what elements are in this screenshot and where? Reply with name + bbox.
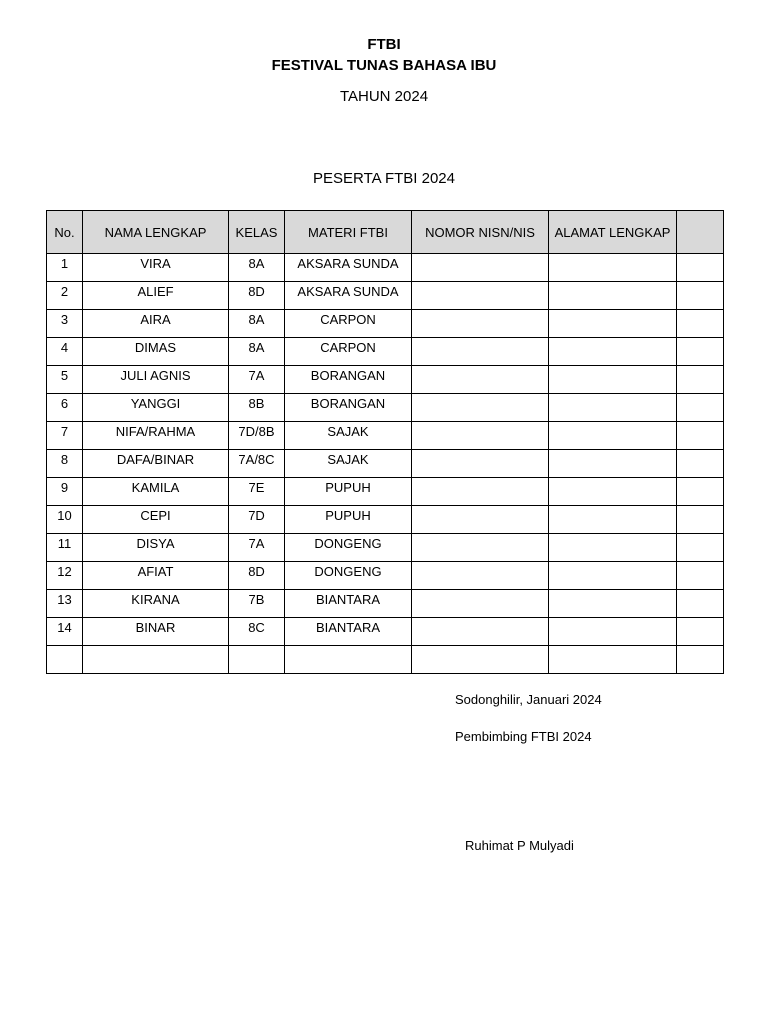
column-header-no: No. [47,211,83,254]
cell-no: 10 [47,506,83,534]
cell-no: 12 [47,562,83,590]
table-row [47,366,724,394]
cell-alamat [549,366,677,394]
cell-extra [677,282,724,310]
table-row [47,562,724,590]
cell-alamat [549,310,677,338]
table-row [47,422,724,450]
cell-nama: KAMILA [83,478,229,506]
cell-no: 9 [47,478,83,506]
table-row [47,506,724,534]
cell-kelas: 7D/8B [229,422,285,450]
cell-materi: CARPON [285,310,412,338]
table-title: PESERTA FTBI 2024 [312,170,455,187]
cell-nama: AIRA [83,310,229,338]
cell-alamat [549,562,677,590]
cell-nama: ALIEF [83,282,229,310]
cell-nama: JULI AGNIS [83,366,229,394]
cell-materi: SAJAK [285,450,412,478]
cell-alamat [549,282,677,310]
cell-kelas: 7D [229,506,285,534]
cell-materi: BORANGAN [285,394,412,422]
cell-kelas: 7A/8C [229,450,285,478]
cell-alamat [549,646,677,674]
column-header-materi: MATERI FTBI [285,211,412,254]
cell-materi [285,646,412,674]
cell-nama: DISYA [83,534,229,562]
cell-materi: PUPUH [285,478,412,506]
cell-kelas: 8A [229,254,285,282]
cell-no: 4 [47,338,83,366]
cell-kelas: 7B [229,590,285,618]
signature-place-date: Sodonghilir, Januari 2024 [455,692,602,707]
column-header-kelas: KELAS [229,211,285,254]
cell-materi: DONGENG [285,534,412,562]
cell-nisn [412,422,549,450]
cell-nisn [412,562,549,590]
table-row [47,310,724,338]
table-row [47,618,724,646]
cell-alamat [549,478,677,506]
document-title: FTBI [367,36,401,53]
cell-materi: BORANGAN [285,366,412,394]
cell-alamat [549,450,677,478]
festival-name: FESTIVAL TUNAS BAHASA IBU [271,57,497,74]
cell-extra [677,366,724,394]
cell-alamat [549,422,677,450]
cell-nama: VIRA [83,254,229,282]
cell-nama: YANGGI [83,394,229,422]
cell-nisn [412,590,549,618]
cell-nisn [412,282,549,310]
cell-nama: AFIAT [83,562,229,590]
cell-no: 13 [47,590,83,618]
cell-alamat [549,618,677,646]
cell-alamat [549,254,677,282]
cell-extra [677,562,724,590]
cell-kelas: 7A [229,534,285,562]
cell-materi: AKSARA SUNDA [285,254,412,282]
cell-nama: BINAR [83,618,229,646]
table-row [47,450,724,478]
signature-name: Ruhimat P Mulyadi [465,838,574,853]
table-row [47,338,724,366]
cell-extra [677,254,724,282]
cell-extra [677,338,724,366]
column-header-extra [677,211,724,254]
cell-no: 1 [47,254,83,282]
cell-nama: KIRANA [83,590,229,618]
cell-kelas: 8D [229,562,285,590]
cell-nisn [412,534,549,562]
cell-materi: DONGENG [285,562,412,590]
cell-kelas: 8D [229,282,285,310]
cell-alamat [549,338,677,366]
cell-nisn [412,478,549,506]
cell-no: 2 [47,282,83,310]
cell-kelas: 8A [229,338,285,366]
cell-no: 5 [47,366,83,394]
cell-kelas: 7A [229,366,285,394]
cell-kelas: 8A [229,310,285,338]
cell-extra [677,506,724,534]
cell-nisn [412,506,549,534]
cell-extra [677,618,724,646]
cell-extra [677,478,724,506]
table-row [47,254,724,282]
cell-kelas [229,646,285,674]
cell-alamat [549,394,677,422]
cell-materi: BIANTARA [285,590,412,618]
cell-nisn [412,450,549,478]
cell-nisn [412,394,549,422]
cell-nisn [412,310,549,338]
cell-kelas: 8B [229,394,285,422]
cell-no: 11 [47,534,83,562]
cell-nisn [412,646,549,674]
cell-kelas: 8C [229,618,285,646]
cell-alamat [549,506,677,534]
cell-alamat [549,590,677,618]
cell-extra [677,590,724,618]
cell-no: 6 [47,394,83,422]
cell-no: 3 [47,310,83,338]
cell-kelas: 7E [229,478,285,506]
cell-materi: SAJAK [285,422,412,450]
cell-nisn [412,366,549,394]
cell-nama: CEPI [83,506,229,534]
table-row [47,646,724,674]
cell-alamat [549,534,677,562]
cell-no: 8 [47,450,83,478]
cell-extra [677,450,724,478]
cell-extra [677,422,724,450]
cell-extra [677,310,724,338]
table-row [47,394,724,422]
cell-materi: BIANTARA [285,618,412,646]
column-header-alamat: ALAMAT LENGKAP [549,211,677,254]
table-row [47,478,724,506]
cell-extra [677,646,724,674]
year-heading: TAHUN 2024 [339,88,429,105]
cell-nama: DIMAS [83,338,229,366]
cell-no: 14 [47,618,83,646]
cell-nisn [412,338,549,366]
participant-table [46,210,724,674]
cell-no [47,646,83,674]
cell-materi: AKSARA SUNDA [285,282,412,310]
cell-extra [677,394,724,422]
signature-role: Pembimbing FTBI 2024 [455,729,592,744]
column-header-nama: NAMA LENGKAP [83,211,229,254]
cell-nisn [412,618,549,646]
cell-materi: CARPON [285,338,412,366]
cell-extra [677,534,724,562]
table-row [47,590,724,618]
cell-nisn [412,254,549,282]
column-header-nisn: NOMOR NISN/NIS [412,211,549,254]
table-row [47,534,724,562]
cell-nama: NIFA/RAHMA [83,422,229,450]
cell-no: 7 [47,422,83,450]
cell-materi: PUPUH [285,506,412,534]
table-header-row [47,211,724,254]
cell-nama: DAFA/BINAR [83,450,229,478]
table-row [47,282,724,310]
cell-nama [83,646,229,674]
